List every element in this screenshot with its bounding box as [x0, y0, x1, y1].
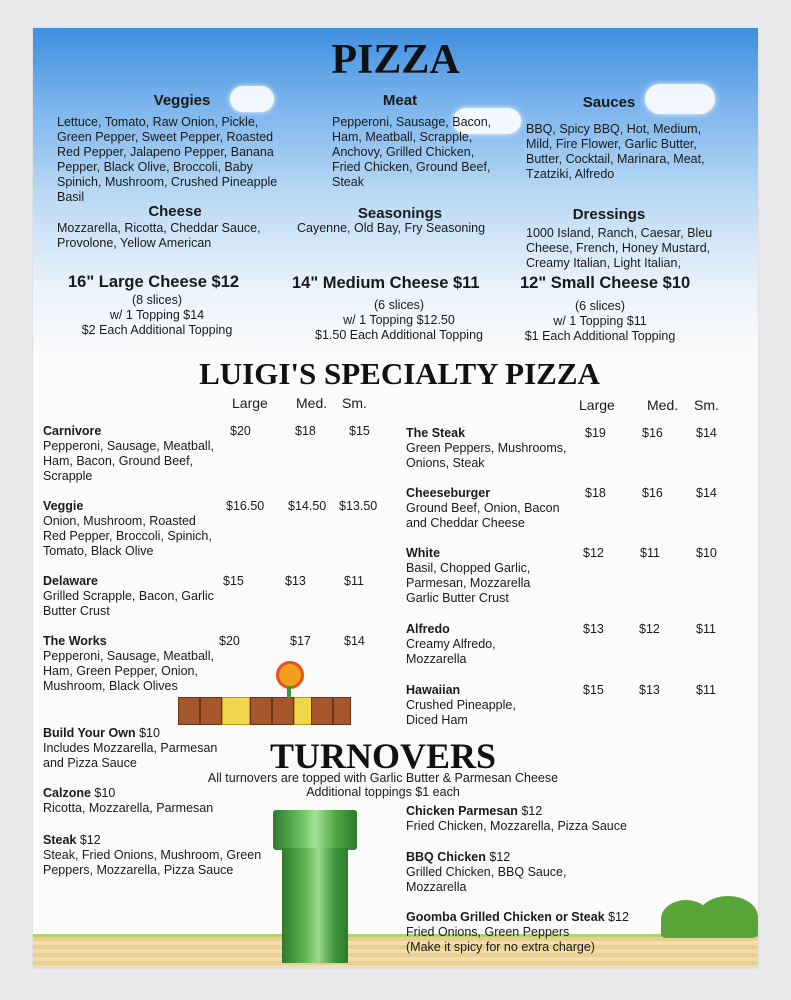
item-price: $12	[639, 622, 660, 636]
item-name: Goomba Grilled Chicken or Steak	[406, 910, 605, 924]
item-description: Includes Mozzarella, Parmesan and Pizza Sauce	[43, 741, 218, 770]
item-price: $10	[696, 546, 717, 560]
green-pipe-icon	[273, 810, 357, 850]
item-price: $15	[349, 424, 370, 438]
seasonings-list: Cayenne, Old Bay, Fry Seasoning	[297, 221, 486, 235]
item-name: Build Your Own	[43, 726, 136, 740]
item-price: $11	[640, 546, 660, 560]
item-price: $12	[489, 850, 511, 864]
item-name: Calzone	[43, 786, 91, 800]
item-price: $14	[344, 634, 365, 648]
item-price: $16	[642, 486, 663, 500]
item-price: $20	[230, 424, 251, 438]
size-large-details: (8 slices) w/ 1 Topping $14 $2 Each Additional Topping	[81, 293, 233, 337]
item-description: Creamy Alfredo, Mozzarella	[406, 637, 496, 666]
item-name: Cheeseburger	[406, 486, 491, 500]
item-description: Basil, Chopped Garlic, Parmesan, Mozzarella Garlic Butter Crust	[406, 561, 531, 605]
item-price: $14.50	[288, 499, 327, 513]
green-pipe-body	[282, 848, 348, 963]
turnover-item	[43, 786, 115, 801]
item-description: Crushed Pineapple, Diced Ham	[406, 698, 516, 727]
item-description: Grilled Chicken, BBQ Sauce, Mozzarella	[406, 865, 567, 894]
meat-heading: Meat	[382, 92, 418, 109]
veggies-list: Lettuce, Tomato, Raw Onion, Pickle, Green Pepper, Sweet Pepper, Roasted Red Pepper, Jalapeno Pepper, Banana Pepper, Black Olive, Broccoli, Baby Spinich, Mushroom, Crushed Pineapple Basil	[57, 115, 278, 204]
cheese-list: Mozzarella, Ricotta, Cheddar Sauce, Provolone, Yellow American	[57, 221, 261, 250]
item-description: Steak, Fried Onions, Mushroom, Green Peppers, Mozzarella, Pizza Sauce	[43, 848, 262, 877]
item-price: $10	[94, 786, 116, 800]
sauces-heading: Sauces	[582, 94, 636, 111]
column-header-2: Sm.	[694, 397, 719, 413]
item-description: Ricotta, Mozzarella, Parmesan	[43, 801, 214, 815]
item-name: Veggie	[43, 499, 84, 513]
fire-flower-icon	[276, 661, 304, 689]
item-description: Fried Onions, Green Peppers (Make it spicy for no extra charge)	[406, 925, 595, 954]
item-price: $13	[285, 574, 306, 588]
turnover-item	[406, 850, 510, 865]
item-name: Carnivore	[43, 424, 102, 438]
turnovers-title: TURNOVERS	[269, 736, 497, 776]
bush-icon	[698, 896, 758, 938]
item-name: The Works	[43, 634, 107, 648]
item-description: Pepperoni, Sausage, Meatball, Ham, Green Pepper, Onion, Mushroom, Black Olives	[43, 649, 214, 693]
size-medium-details: (6 slices) w/ 1 Topping $12.50 $1.50 Each Additional Topping	[315, 298, 483, 342]
item-name: Hawaiian	[406, 683, 461, 697]
size-small-title: 12" Small Cheese $10	[520, 274, 691, 292]
sauces-list: BBQ, Spicy BBQ, Hot, Medium, Mild, Fire Flower, Garlic Butter, Butter, Cocktail, Marinara, Meat, Tzatziki, Alfredo	[526, 122, 705, 181]
item-price: $15	[583, 683, 604, 697]
item-description: Green Peppers, Mushrooms, Onions, Steak	[406, 441, 567, 470]
item-price: $20	[219, 634, 240, 648]
item-price: $15	[223, 574, 244, 588]
item-description: Fried Chicken, Mozzarella, Pizza Sauce	[406, 819, 627, 833]
item-price: $12	[521, 804, 543, 818]
item-price: $11	[696, 683, 716, 697]
item-price: $12	[79, 833, 101, 847]
dressings-list: 1000 Island, Ranch, Caesar, Bleu Cheese, French, Honey Mustard, Creamy Italian, Light Italian,	[526, 226, 713, 270]
item-price: $16	[642, 426, 663, 440]
turnover-item	[406, 804, 542, 819]
item-price: $18	[295, 424, 316, 438]
page-title: PIZZA	[331, 37, 460, 83]
item-price: $13	[639, 683, 660, 697]
item-name: BBQ Chicken	[406, 850, 486, 864]
dressings-heading: Dressings	[572, 206, 646, 223]
item-name: Alfredo	[406, 622, 450, 636]
flower-stem	[287, 686, 291, 698]
column-header-1: Med.	[647, 397, 679, 413]
item-name: The Steak	[406, 426, 466, 440]
item-description: Onion, Mushroom, Roasted Red Pepper, Broccoli, Spinich, Tomato, Black Olive	[43, 514, 212, 558]
item-price: $14	[696, 426, 717, 440]
veggies-heading: Veggies	[153, 92, 211, 109]
meat-list: Pepperoni, Sausage, Bacon, Ham, Meatball, Scrapple, Anchovy, Grilled Chicken, Fried Chicken, Ground Beef, Steak	[332, 115, 492, 189]
item-price: $19	[585, 426, 606, 440]
seasonings-heading: Seasonings	[357, 205, 443, 222]
size-medium-title: 14" Medium Cheese $11	[292, 274, 480, 292]
item-price: $10	[139, 726, 160, 740]
column-header-0: Large	[579, 397, 615, 413]
item-price: $13	[583, 622, 604, 636]
item-description: Ground Beef, Onion, Bacon and Cheddar Cheese	[406, 501, 560, 530]
item-price: $11	[696, 622, 716, 636]
item-price: $12	[608, 910, 630, 924]
item-price: $14	[696, 486, 717, 500]
size-small-details: (6 slices) w/ 1 Topping $11 $1 Each Additional Topping	[524, 299, 676, 343]
build-your-own-item	[43, 726, 160, 741]
specialty-title: LUIGI'S SPECIALTY PIZZA	[199, 356, 600, 391]
turnover-item	[43, 833, 101, 848]
column-header-2: Sm.	[342, 395, 367, 411]
item-price: $11	[344, 574, 364, 588]
turnover-item	[406, 910, 629, 925]
turnovers-note: All turnovers are topped with Garlic Butter & Parmesan Cheese	[207, 771, 559, 785]
item-price: $18	[585, 486, 606, 500]
size-large-title: 16" Large Cheese $12	[68, 273, 240, 291]
item-description: Pepperoni, Sausage, Meatball, Ham, Bacon, Ground Beef, Scrapple	[43, 439, 214, 483]
item-name: White	[406, 546, 441, 560]
menu-page	[33, 28, 758, 968]
column-header-0: Large	[232, 395, 268, 411]
item-name: Delaware	[43, 574, 98, 588]
ground-decoration	[33, 934, 758, 968]
column-header-1: Med.	[296, 395, 328, 411]
item-description: Grilled Scrapple, Bacon, Garlic Butter Crust	[43, 589, 214, 618]
item-price: $16.50	[226, 499, 265, 513]
item-price: $12	[583, 546, 604, 560]
item-price: $17	[290, 634, 311, 648]
turnovers-note-toppings: Additional toppings $1 each	[306, 785, 460, 799]
item-name: Steak	[43, 833, 77, 847]
item-price: $13.50	[339, 499, 378, 513]
item-name: Chicken Parmesan	[406, 804, 518, 818]
cheese-heading: Cheese	[148, 203, 202, 220]
